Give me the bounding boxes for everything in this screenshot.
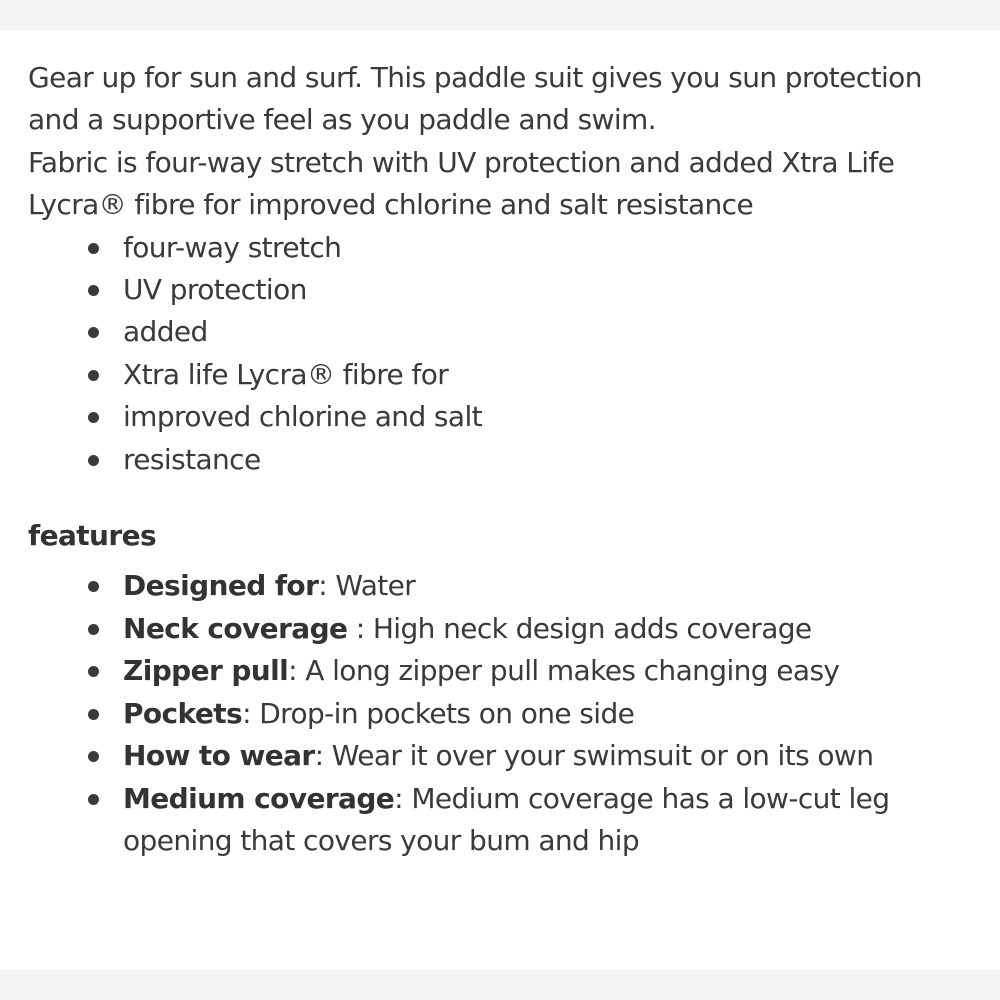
feature-text: Medium coverage has a low-cut leg opening that covers your bum and hip: [123, 781, 890, 857]
feature-term: Pockets: [123, 696, 243, 730]
list-item: added: [28, 311, 968, 353]
feature-designed-for: [28, 565, 968, 607]
feature-term: Neck coverage: [123, 611, 348, 645]
feature-text: A long zipper pull makes changing easy: [305, 654, 840, 688]
list-item: resistance: [28, 439, 968, 481]
fabric-bullet-list: [28, 227, 968, 481]
feature-medium-coverage: [28, 778, 968, 863]
feature-separator: :: [394, 781, 412, 815]
list-item: UV protection: [28, 269, 968, 311]
list-item: four-way stretch: [28, 227, 968, 269]
product-description: [28, 57, 968, 862]
fabric-paragraph: Fabric is four-way stretch with UV protection and added Xtra Life Lycra® fibre for improved chlorine and salt resistance: [28, 145, 895, 222]
feature-text: Drop-in pockets on one side: [259, 696, 635, 730]
intro-paragraph: Gear up for sun and surf. This paddle suit gives you sun protection and a supportive feel as you paddle and swim.: [28, 61, 922, 137]
feature-separator: :: [242, 696, 260, 730]
feature-text: Wear it over your swimsuit or on its own: [331, 739, 874, 773]
feature-neck-coverage: [28, 608, 968, 650]
features-list: [28, 565, 968, 862]
feature-zipper-pull: [28, 650, 968, 692]
feature-text: Water: [335, 569, 416, 603]
feature-separator: :: [288, 654, 306, 688]
feature-term: How to wear: [123, 739, 315, 773]
feature-separator: :: [314, 739, 332, 773]
feature-how-to-wear: [28, 735, 968, 777]
feature-pockets: [28, 693, 968, 735]
top-background-band: [0, 0, 1000, 30]
features-heading: features: [28, 519, 157, 553]
feature-separator: :: [347, 611, 373, 645]
feature-separator: :: [318, 569, 336, 603]
feature-text: High neck design adds coverage: [372, 611, 812, 645]
list-item: improved chlorine and salt: [28, 396, 968, 438]
bottom-background-band: [0, 970, 1000, 1000]
list-item: Xtra life Lycra® fibre for: [28, 354, 968, 396]
feature-term: Medium coverage: [123, 781, 395, 815]
feature-term: Designed for: [123, 569, 319, 603]
feature-term: Zipper pull: [123, 654, 289, 688]
